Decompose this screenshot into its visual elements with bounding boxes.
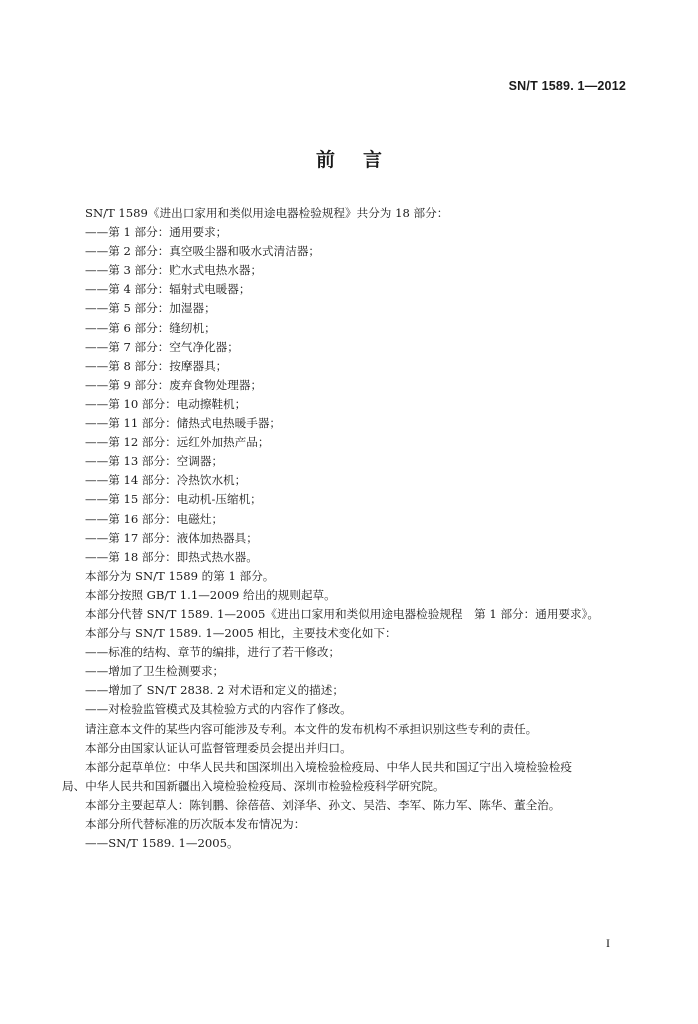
page-title: 前言 <box>315 149 410 171</box>
page-number: I <box>606 936 610 950</box>
list-item: ——增加了卫生检测要求； <box>85 664 225 679</box>
drafters: 本部分主要起草人：陈钊鹏、徐蓓蓓、刘泽华、孙文、吴浩、李军、陈力军、陈华、董全治。 <box>85 797 561 812</box>
paragraph: 本部分与 SN/T 1589. 1—2005 相比，主要技术变化如下： <box>85 626 397 641</box>
list-item: ——标准的结构、章节的编排，进行了若干修改； <box>85 645 341 660</box>
list-item: ——第 16 部分：电磁灶； <box>85 511 224 526</box>
drafting-units <box>62 758 638 796</box>
paragraph: SN/T 1589《进出口家用和类似用途电器检验规程》共分为 18 部分： <box>85 206 449 220</box>
standard-number: SN/T 1589. 1—2012 <box>508 79 626 93</box>
list-item: ——第 15 部分：电动机-压缩机； <box>85 492 262 507</box>
paragraph: 本部分由国家认证认可监督管理委员会提出并归口。 <box>85 740 352 755</box>
patent-notice: 请注意本文件的某些内容可能涉及专利。本文件的发布机构不承担识别这些专利的责任。 <box>85 721 538 736</box>
foreword-body <box>62 204 638 853</box>
list-item: ——第 4 部分：辐射式电暖器； <box>85 282 251 297</box>
list-item: ——第 12 部分：远红外加热产品； <box>85 435 270 450</box>
history-item: ——SN/T 1589. 1—2005。 <box>85 836 239 851</box>
drafting-units-line: 局、中华人民共和国新疆出入境检验检疫局、深圳市检验检疫科学研究院。 <box>62 778 445 793</box>
list-item: ——第 10 部分：电动擦鞋机； <box>85 396 247 411</box>
paragraph: 本部分为 SN/T 1589 的第 1 部分。 <box>85 568 275 583</box>
list-item: ——第 17 部分：液体加热器具； <box>85 530 258 545</box>
list-item: ——第 8 部分：按摩器具； <box>85 358 228 373</box>
list-item: ——第 6 部分：缝纫机； <box>85 320 216 335</box>
history-intro: 本部分所代替标准的历次版本发布情况为： <box>85 817 306 831</box>
list-item: ——第 3 部分：贮水式电热水器； <box>85 263 263 278</box>
list-item: ——第 9 部分：废弃食物处理器； <box>85 377 263 392</box>
list-item: ——第 14 部分：冷热饮水机； <box>85 473 247 488</box>
list-item: ——第 1 部分：通用要求； <box>85 225 228 240</box>
list-item: ——对检验监管模式及其检验方式的内容作了修改。 <box>85 702 352 717</box>
list-item: ——第 7 部分：空气净化器； <box>85 339 239 354</box>
list-item: ——第 18 部分：即热式热水器。 <box>85 549 258 564</box>
list-item: ——第 2 部分：真空吸尘器和吸水式清洁器； <box>85 244 321 259</box>
paragraph: 本部分按照 GB/T 1.1—2009 给出的规则起草。 <box>85 587 336 602</box>
list-item: ——第 13 部分：空调器； <box>85 454 224 469</box>
drafting-units-line: 本部分起草单位：中华人民共和国深圳出入境检验检疫局、中华人民共和国辽宁出入境检验检疫 <box>85 759 572 774</box>
list-item: ——第 11 部分：储热式电热暖手器； <box>85 416 282 431</box>
list-item: ——增加了 SN/T 2838. 2 对术语和定义的描述； <box>85 683 344 698</box>
list-item: ——第 5 部分：加湿器； <box>85 301 216 316</box>
paragraph: 本部分代替 SN/T 1589. 1—2005《进出口家用和类似用途电器检验规程 第 1 部分：通用要求》。 <box>85 606 599 621</box>
